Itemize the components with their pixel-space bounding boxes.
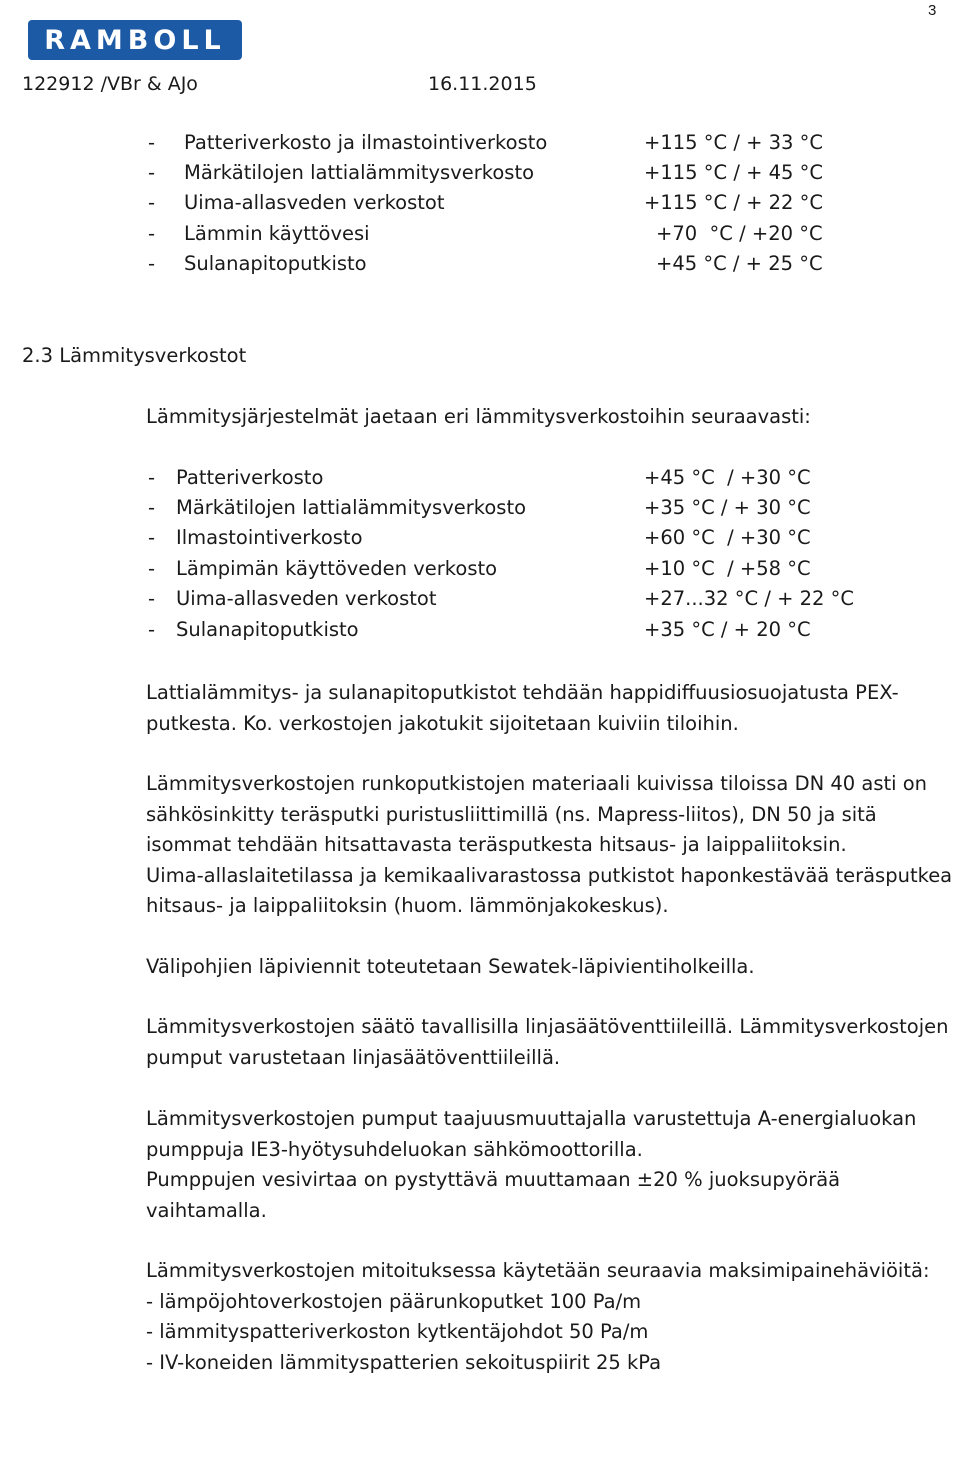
paragraph-line: - IV-koneiden lämmityspatterien sekoituspiirit 25 kPa [146,1350,662,1374]
temperature-value: +115 °C / + 45 °C [644,161,824,184]
paragraph-pipe-materials [146,769,960,922]
list-dash: - [148,496,156,519]
paragraph-line: hitsaus- ja laippaliitoksin (huom. lämmönjakokeskus). [146,894,669,917]
paragraph-pressure-losses [146,1256,960,1378]
paragraph-line: Välipohjien läpiviennit toteutetaan Sewatek-läpivientiholkeilla. [146,955,755,978]
network-name: Sulanapitoputkisto [176,618,359,641]
document-reference: 122912 /VBr & AJo [22,73,198,95]
paragraph-line: vaihtamalla. [146,1198,267,1222]
network-name: Märkätilojen lattialämmitysverkosto [176,496,527,519]
logo-text: RAMBOLL [44,24,226,56]
document-date: 16.11.2015 [428,73,537,95]
paragraph-line: putkesta. Ko. verkostojen jakotukit sijoitetaan kuiviin tiloihin. [146,711,739,735]
paragraph-line: Pumppujen vesivirtaa on pystyttävä muuttamaan ±20 % juoksupyörää [146,1168,841,1191]
list-dash: - [148,222,156,245]
paragraph-line: Lämmitysverkostojen mitoituksessa käytetään seuraavia maksimipainehäviöitä: [146,1259,930,1282]
temperature-value: +27...32 °C / + 22 °C [644,587,855,610]
temperature-value: +10 °C / +58 °C [644,557,811,580]
list-dash: - [148,618,156,641]
paragraph-line: - lämpöjohtoverkostojen päärunkoputket 100 Pa/m [146,1289,642,1313]
paragraph-line: - lämmityspatteriverkoston kytkentäjohdot 50 Pa/m [146,1320,649,1343]
network-name: Märkätilojen lattialämmitysverkosto [184,161,535,184]
network-name: Sulanapitoputkisto [184,252,367,275]
paragraph-line: Lämmitysverkostojen pumput taajuusmuuttajalla varustettuja A-energialuokan [146,1107,917,1130]
list-dash: - [148,557,156,580]
network-name: Ilmastointiverkosto [176,526,363,549]
paragraph-pex-pipes [146,678,960,739]
list-dash: - [148,526,156,549]
section-intro: Lämmitysjärjestelmät jaetaan eri lämmitysverkostoihin seuraavasti: [146,405,811,428]
network-name: Lämmin käyttövesi [184,222,370,245]
paragraph-line: Lämmitysverkostojen runkoputkistojen materiaali kuivissa tiloissa DN 40 asti on [146,772,928,795]
temperature-value: +70 °C / +20 °C [656,222,823,245]
temperature-value: +60 °C / +30 °C [644,526,811,549]
network-name: Uima-allasveden verkostot [176,587,437,610]
temperature-value: +115 °C / + 33 °C [644,131,824,154]
temperature-value: +45 °C / + 25 °C [656,252,823,275]
paragraph-line: pumppuja IE3-hyötysuhdeluokan sähkömoottorilla. [146,1137,643,1161]
list-dash: - [148,161,156,184]
paragraph-balancing [146,1012,960,1073]
paragraph-line: Lattialämmitys- ja sulanapitoputkistot tehdään happidiffuusiosuojatusta PEX- [146,681,899,704]
paragraph-line: sähkösinkitty teräsputki puristusliittimillä (ns. Mapress-liitos), DN 50 ja sitä [146,802,877,826]
list-dash: - [148,131,156,154]
list-dash: - [148,587,156,610]
network-name: Uima-allasveden verkostot [184,191,445,214]
network-name: Patteriverkosto ja ilmastointiverkosto [184,131,548,154]
temperature-value: +115 °C / + 22 °C [644,191,824,214]
list-dash: - [148,252,156,275]
paragraph-pumps [146,1104,960,1226]
page-number: 3 [928,2,937,19]
paragraph-line: Lämmitysverkostojen säätö tavallisilla linjasäätöventtiileillä. Lämmitysverkostojen [146,1015,949,1038]
list-dash: - [148,191,156,214]
paragraph-line: isommat tehdään hitsattavasta teräsputkesta hitsaus- ja laippaliitoksin. [146,833,847,856]
temperature-value: +35 °C / + 30 °C [644,496,811,519]
paragraph-line: Uima-allaslaitetilassa ja kemikaalivarastossa putkistot haponkestävää teräsputkea [146,863,953,887]
list-dash: - [148,466,156,489]
paragraph-line: pumput varustetaan linjasäätöventtiileillä. [146,1045,561,1069]
network-name: Patteriverkosto [176,466,324,489]
network-name: Lämpimän käyttöveden verkosto [176,557,498,580]
temperature-value: +45 °C / +30 °C [644,466,811,489]
section-heading: 2.3 Lämmitysverkostot [22,344,247,367]
paragraph-penetrations [146,952,960,983]
temperature-value: +35 °C / + 20 °C [644,618,811,641]
ramboll-logo [28,20,242,60]
